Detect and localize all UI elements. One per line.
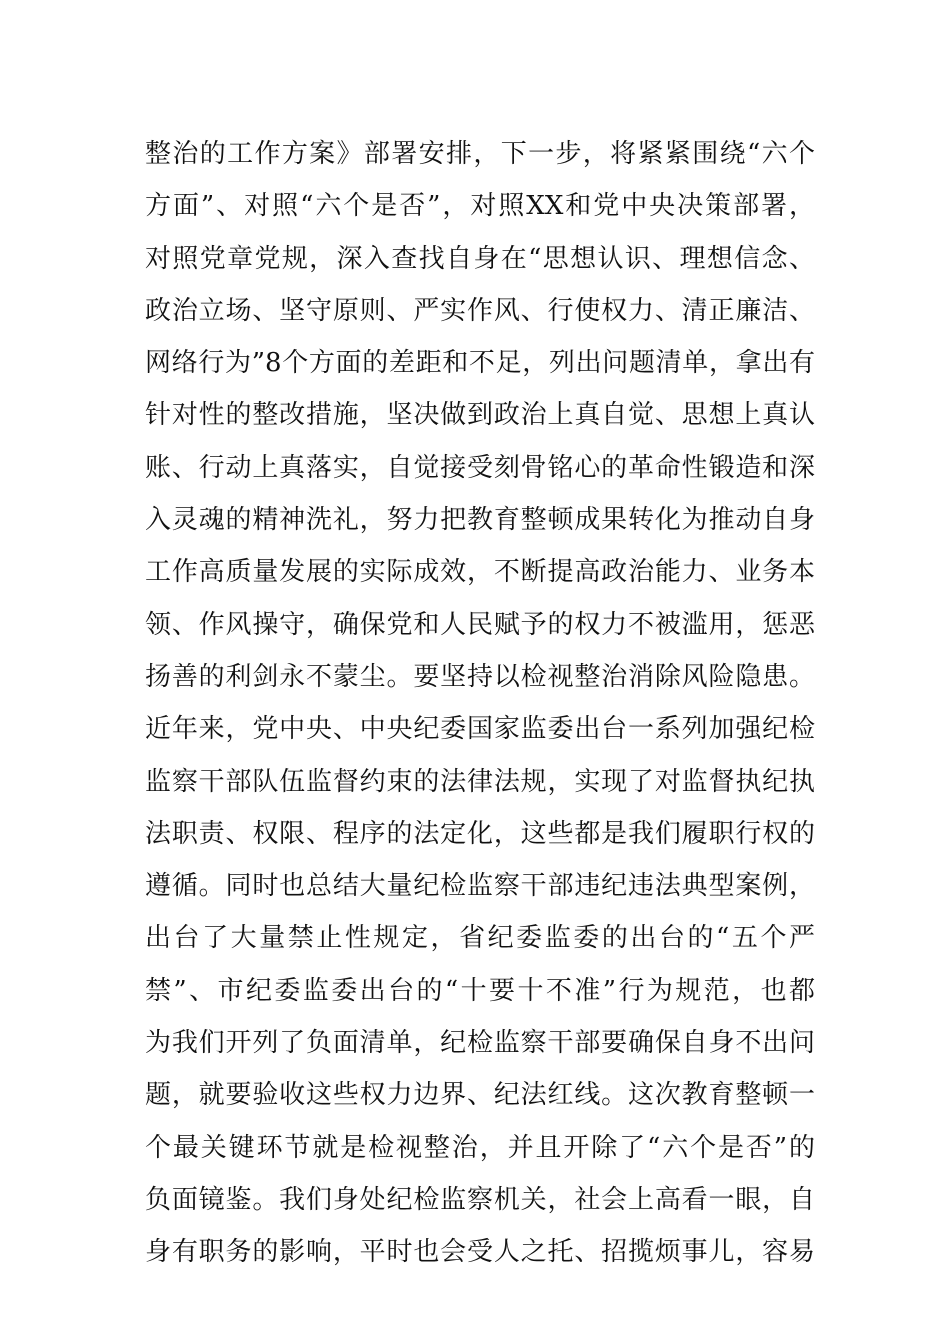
text-line: 出台了大量禁止性规定，省纪委监委的出台的“五个严 [145,923,815,954]
text-line: 网络行为”8个方面的差距和不足，列出问题清单，拿出有 [145,348,815,379]
text-line: 整治的工作方案》部署安排，下一步，将紧紧围绕“六个 [145,139,815,169]
text-line: 为我们开列了负面清单，纪检监察干部要确保自身不出问 [145,1028,815,1059]
text-line: 入灵魂的精神洗礼，努力把教育整顿成果转化为推动自身 [145,505,815,536]
text-line: 针对性的整改措施，坚决做到政治上真自觉、思想上真认 [145,400,815,431]
text-line: 对照党章党规，深入查找自身在“思想认识、理想信念、 [145,243,815,274]
body-text [145,128,815,1279]
text-line: 身有职务的影响，平时也会受人之托、招揽烦事儿，容易 [145,1237,815,1268]
text-line: 政治立场、坚守原则、严实作风、行使权力、清正廉洁、 [145,295,815,326]
text-line: 领、作风操守，确保党和人民赋予的权力不被滥用，惩恶 [145,609,815,640]
text-line: 工作高质量发展的实际成效，不断提高政治能力、业务本 [145,557,815,588]
text-line: 账、行动上真落实，自觉接受刻骨铭心的革命性锻造和深 [145,452,815,483]
text-line: 题，就要验收这些权力边界、纪法红线。这次教育整顿一 [145,1080,815,1111]
text-line: 监察干部队伍监督约束的法律法规，实现了对监督执纪执 [145,766,815,797]
text-line: 负面镜鉴。我们身处纪检监察机关，社会上高看一眼，自 [145,1184,815,1215]
text-line: 方面”、对照“六个是否”，对照XX和党中央决策部署， [145,191,815,222]
text-line: 个最关键环节就是检视整治，并且开除了“六个是否”的 [145,1132,815,1163]
text-line: 禁”、市纪委监委出台的“十要十不准”行为规范，也都 [145,975,815,1006]
text-line: 法职责、权限、程序的法定化，这些都是我们履职行权的 [145,818,815,849]
text-line: 遵循。同时也总结大量纪检监察干部违纪违法典型案例， [145,871,815,902]
text-line: 近年来，党中央、中央纪委国家监委出台一系列加强纪检 [145,714,815,745]
text-line: 扬善的利剑永不蒙尘。要坚持以检视整治消除风险隐患。 [145,661,815,692]
